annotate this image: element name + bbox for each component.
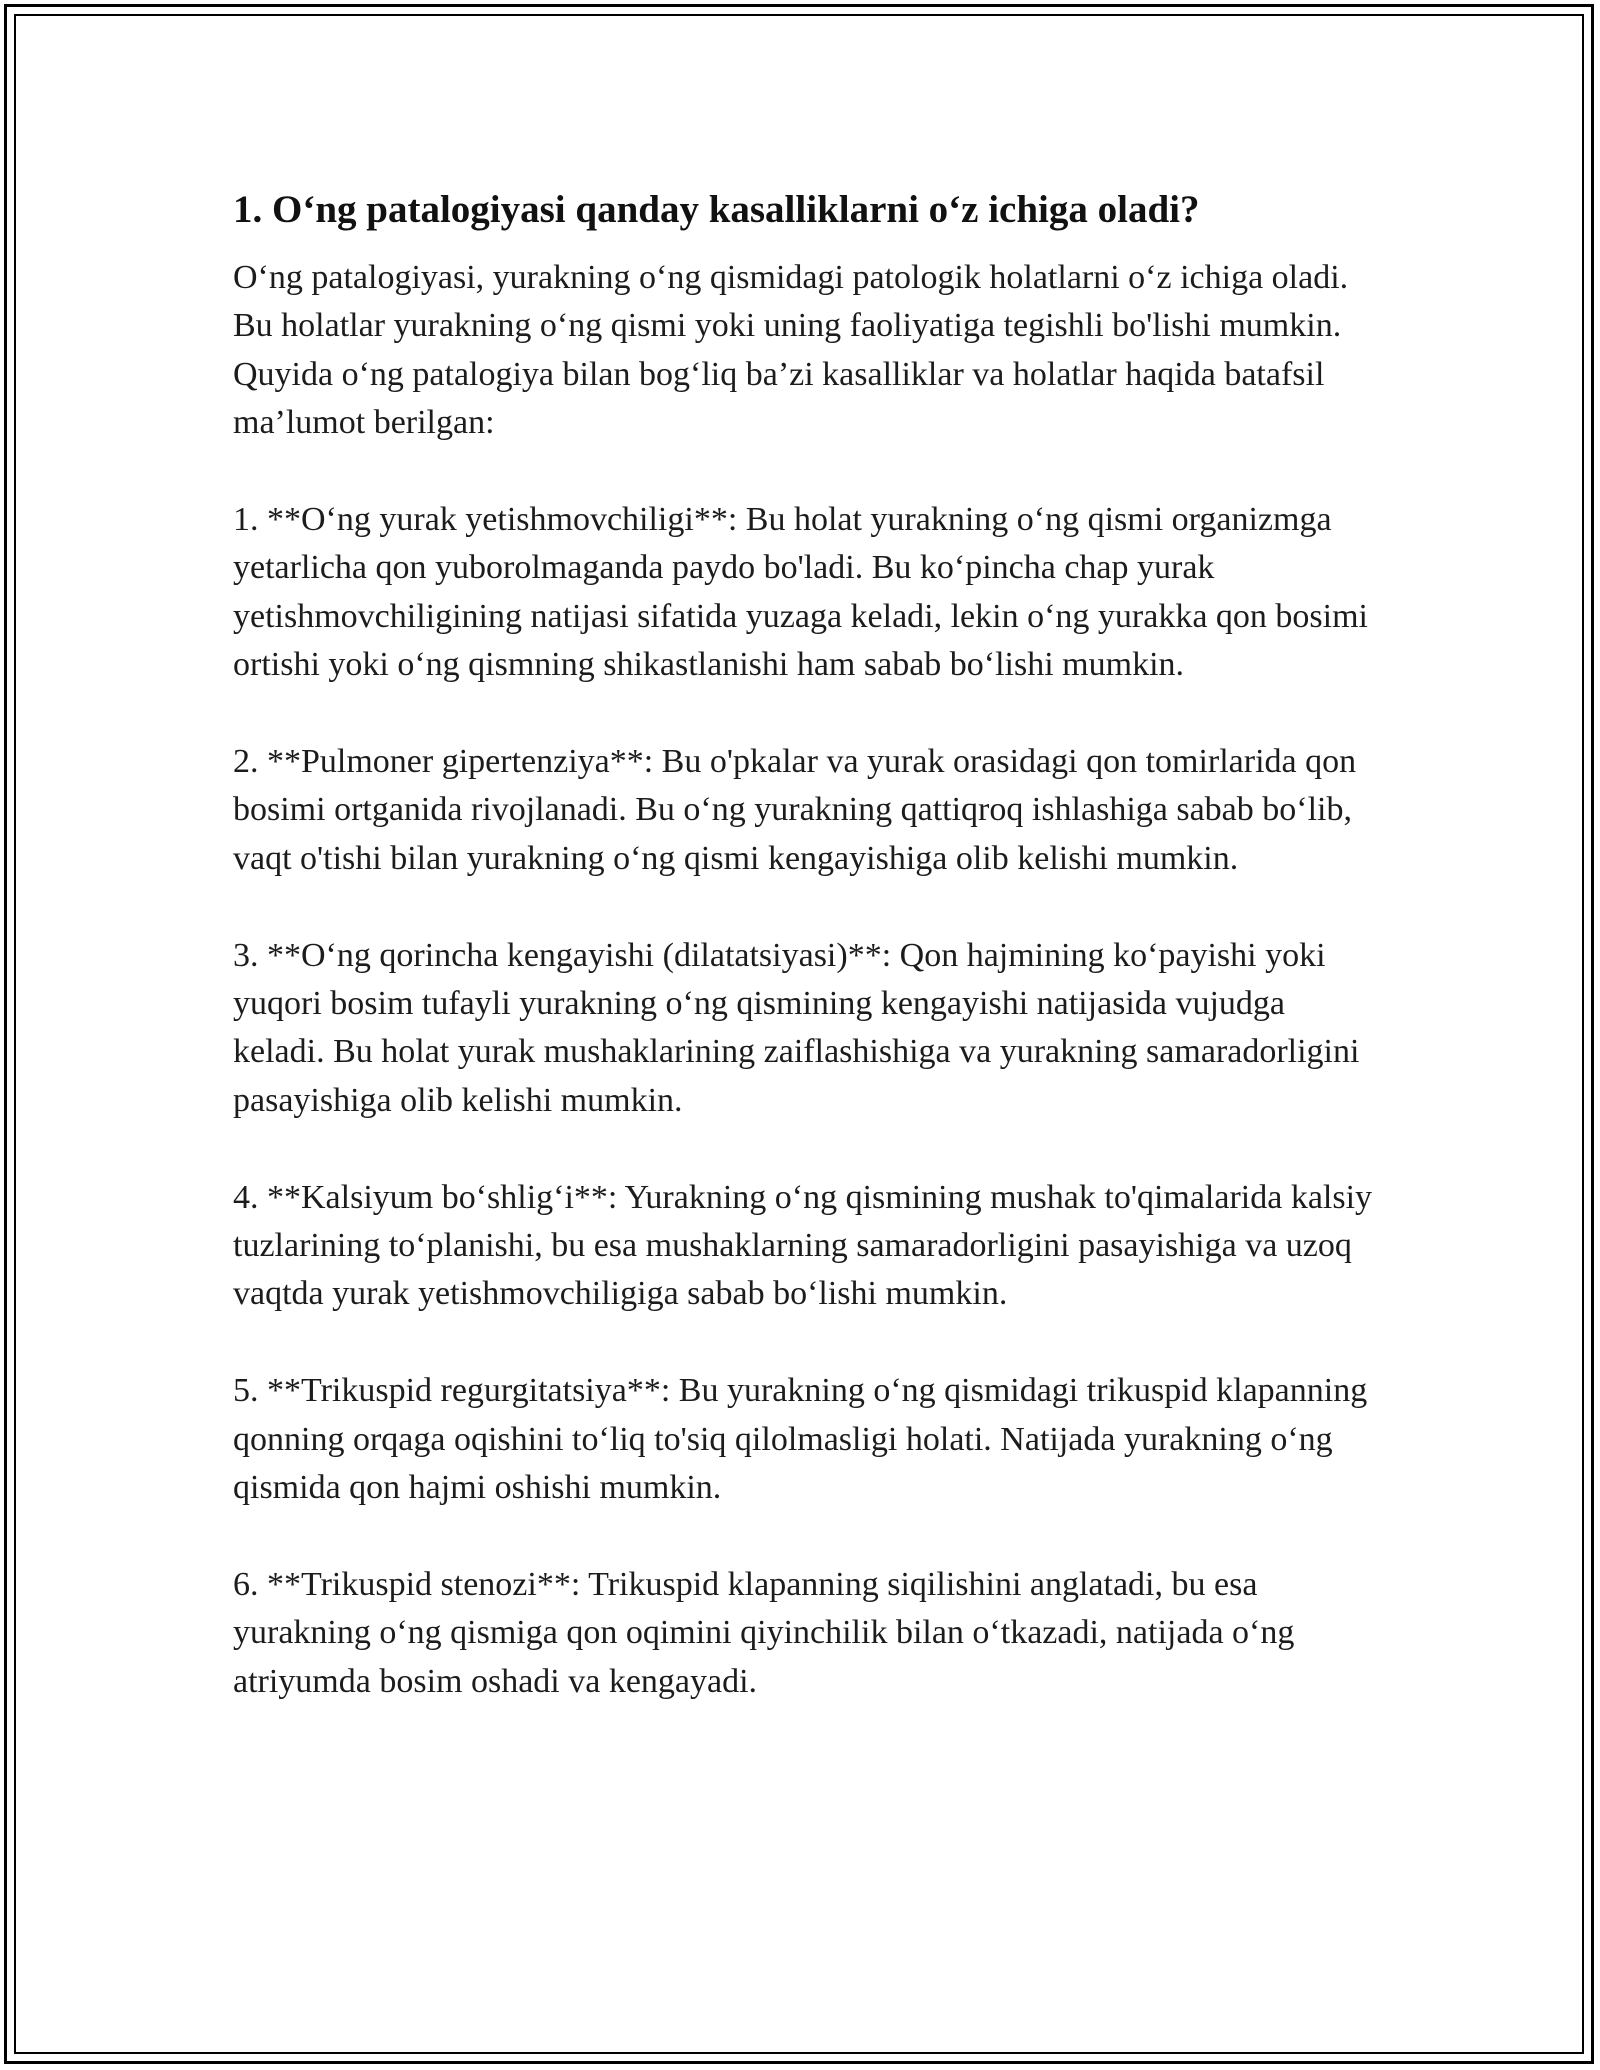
list-item: 4. **Kalsiyum bo‘shlig‘i**: Yurakning o‘ng qismining mushak to'qimalarida kalsiy tuzlarining to‘planishi, bu esa mushaklarning samaradorligini pasayishiga va uzoq vaqtda yurak yetishmovchiligiga sabab bo‘lishi mumkin. <box>233 1178 1373 1313</box>
intro-paragraph: O‘ng patalogiyasi, yurakning o‘ng qismidagi patologik holatlarni o‘z ichiga oladi. Bu holatlar yurakning o‘ng qismi yoki uning faoliyatiga tegishli bo'lishi mumkin. Quyida o‘ng patalogiya bilan bog‘liq ba’zi kasalliklar va holatlar haqida batafsil ma’lumot berilgan: <box>233 259 1349 442</box>
list-item: 2. **Pulmoner gipertenziya**: Bu o'pkalar va yurak orasidagi qon tomirlarida qon bosimi ortganida rivojlanadi. Bu o‘ng yurakning qattiqroq ishlashiga sabab bo‘lib, vaqt o'tishi bilan yurakning o‘ng qismi kengayishiga olib kelishi mumkin. <box>233 743 1357 877</box>
list-item: 1. **O‘ng yurak yetishmovchiligi**: Bu holat yurakning o‘ng qismi organizmga yetarlicha qon yuborolmaganda paydo bo'ladi. Bu ko‘pincha chap yurak yetishmovchiligining natijasi sifatida yuzaga keladi, lekin o‘ng yurakka qon bosimi ortishi yoki o‘ng qismning shikastlanishi ham sabab bo‘lishi mumkin. <box>233 501 1368 684</box>
list-item: 3. **O‘ng qorincha kengayishi (dilatatsiyasi)**: Qon hajmining ko‘payishi yoki yuqori bosim tufayli yurakning o‘ng qismining kengayishi natijasida vujudga keladi. Bu holat yurak mushaklarining zaiflashishiga va yurakning samaradorligini pasayishiga olib kelishi mumkin. <box>233 936 1360 1119</box>
document-heading: 1. O‘ng patalogiyasi qanday kasalliklarni o‘z ichiga oladi? <box>233 188 1200 231</box>
list-item: 5. **Trikuspid regurgitatsiya**: Bu yurakning o‘ng qismidagi trikuspid klapanning qonning orqaga oqishini to‘liq to'siq qilolmasligi holati. Natijada yurakning o‘ng qismida qon hajmi oshishi mumkin. <box>233 1372 1368 1507</box>
list-item: 6. **Trikuspid stenozi**: Trikuspid klapanning siqilishini anglatadi, bu esa yurakning o‘ng qismiga qon oqimini qiyinchilik bilan o‘tkazadi, natijada o‘ng atriyumda bosim oshadi va kengayadi. <box>233 1565 1295 1700</box>
document-body <box>233 186 1373 1706</box>
